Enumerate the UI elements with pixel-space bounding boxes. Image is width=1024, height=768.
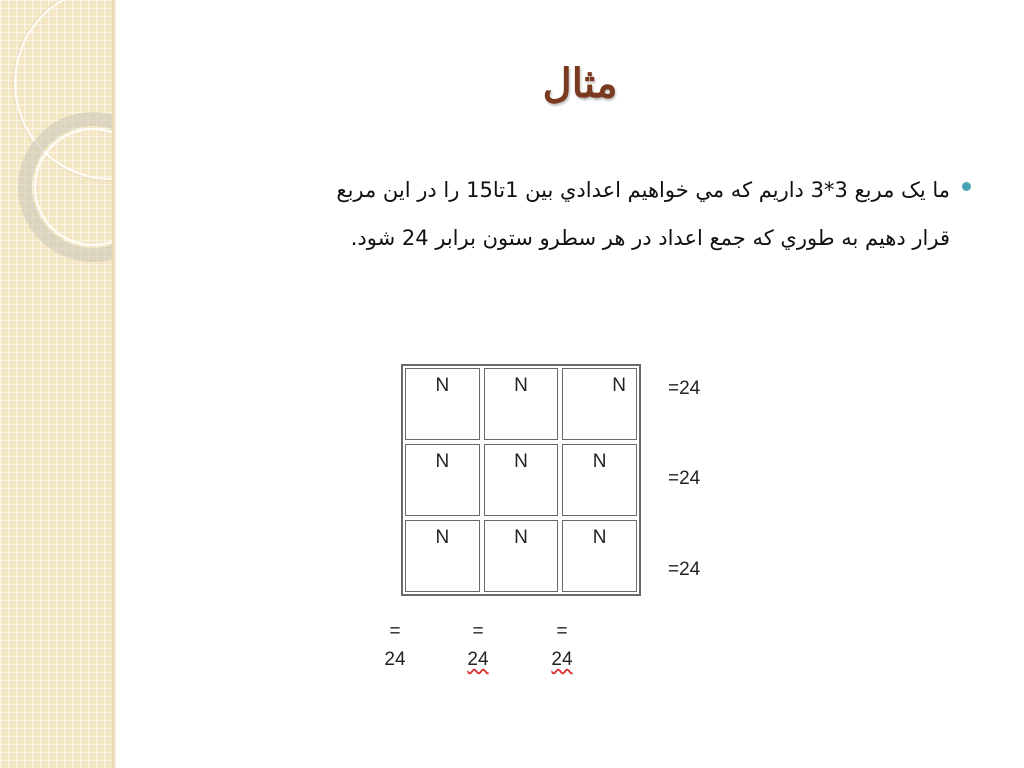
bullet-line-1: ما يک مربع 3*3 داريم که مي خواهيم اعدادي بين 1تا15 را در اين مربع: [336, 178, 950, 202]
cell-label: N: [435, 527, 450, 548]
row-sum-label: =24: [668, 468, 701, 489]
column-sum-equals: =: [389, 621, 401, 642]
slide-title: مثال: [542, 60, 618, 107]
column-sum-value: 24: [384, 649, 406, 670]
column-sum-label: [380, 618, 410, 674]
grid-cell: [484, 520, 559, 592]
column-sum-value: 24: [551, 649, 573, 670]
column-sum-label: [547, 618, 577, 674]
grid-cell: [405, 368, 480, 440]
cell-label: N: [435, 375, 450, 396]
bullet-paragraph: [160, 166, 950, 262]
bullet-icon: [962, 182, 971, 191]
cell-label: N: [612, 375, 626, 396]
panel-divider: [112, 0, 116, 768]
cell-label: N: [592, 451, 607, 472]
cell-label: N: [435, 451, 450, 472]
column-sum-label: [463, 618, 493, 674]
cell-label: N: [514, 451, 528, 472]
cell-label: N: [514, 375, 528, 396]
row-sum-label: =24: [668, 559, 701, 580]
column-sum-value: 24: [467, 649, 489, 670]
bullet-line-2: قرار دهيم به طوري که جمع اعداد در هر سطرو ستون برابر 24 شود.: [350, 226, 950, 250]
grid-cell: [562, 520, 637, 592]
grid-cell: [405, 520, 480, 592]
grid-cell: [405, 444, 480, 516]
grid-cell: [562, 444, 637, 516]
row-sum-label: =24: [668, 378, 701, 399]
cell-label: N: [592, 527, 607, 548]
magic-square-grid: [401, 364, 641, 596]
grid-cell: [562, 368, 637, 440]
grid-cell: [484, 444, 559, 516]
column-sum-equals: =: [556, 621, 568, 642]
column-sum-equals: =: [472, 621, 484, 642]
grid-cell: [484, 368, 559, 440]
decorative-side-panel: [0, 0, 112, 768]
cell-label: N: [514, 527, 528, 548]
